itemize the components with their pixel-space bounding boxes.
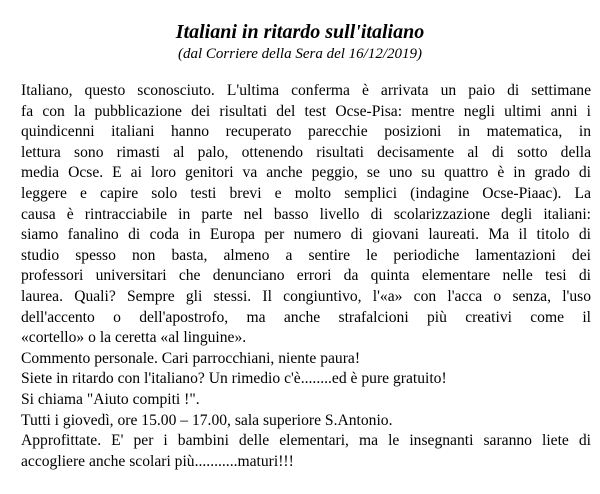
body-line: «cortello» o la ceretta «al linguine». [21, 329, 247, 347]
body-line: dell'accento o dell'apostrofo, ma anche strafalcioni più creativi come il [21, 308, 591, 326]
body-line: laurea. Quali? Sempre gli stessi. Il congiuntivo, l'«a» con l'acca o senza, l'uso [21, 287, 591, 305]
body-line: siamo fanalino di coda in Europa per numero di giovani laureati. Ma il titolo di [21, 226, 591, 244]
body-line: studio spesso non basta, almeno a sentire le periodiche lamentazioni dei [21, 246, 591, 264]
body-line: professori universitari che denunciano errori da quinta elementare nelle tesi di [21, 267, 591, 285]
body-line: Tutti i giovedì, ore 15.00 – 17.00, sala superiore S.Antonio. [21, 411, 393, 429]
body-line: Si chiama "Aiuto compiti !". [21, 390, 200, 408]
body-line: Siete in ritardo con l'italiano? Un rimedio c'è........ed è pure gratuito! [21, 370, 447, 388]
article-source: (dal Corriere della Sera del 16/12/2019) [178, 46, 422, 62]
body-line: fa con la pubblicazione dei risultati del test Ocse-Pisa: mentre negli ultimi anni i [21, 102, 591, 120]
body-line: quindicenni italiani hanno recuperato parecchie posizioni in matematica, in [21, 123, 591, 141]
article-title: Italiani in ritardo sull'italiano [175, 21, 425, 43]
body-line: lettura sono rimasti al palo, ottenendo risultati decisamente al di sotto della [21, 143, 591, 161]
body-line: leggere e capire solo testi brevi e molto semplici (indagine Ocse-Piaac). La [21, 184, 591, 202]
article-body [21, 81, 591, 472]
body-line: Commento personale. Cari parrocchiani, niente paura! [21, 349, 361, 367]
body-line: media Ocse. E ai loro genitori va anche peggio, se uno su quattro è in grado di [21, 164, 591, 182]
body-line: Italiano, questo sconosciuto. L'ultima conferma è arrivata un paio di settimane [21, 82, 591, 99]
body-line: causa è rintracciabile in parte nel basso livello di scolarizzazione degli italiani: [21, 205, 591, 223]
body-line: accogliere anche scolari più...........maturi!!! [21, 452, 294, 470]
body-line: Approfittate. E' per i bambini delle elementari, ma le insegnanti saranno liete di [21, 432, 591, 450]
